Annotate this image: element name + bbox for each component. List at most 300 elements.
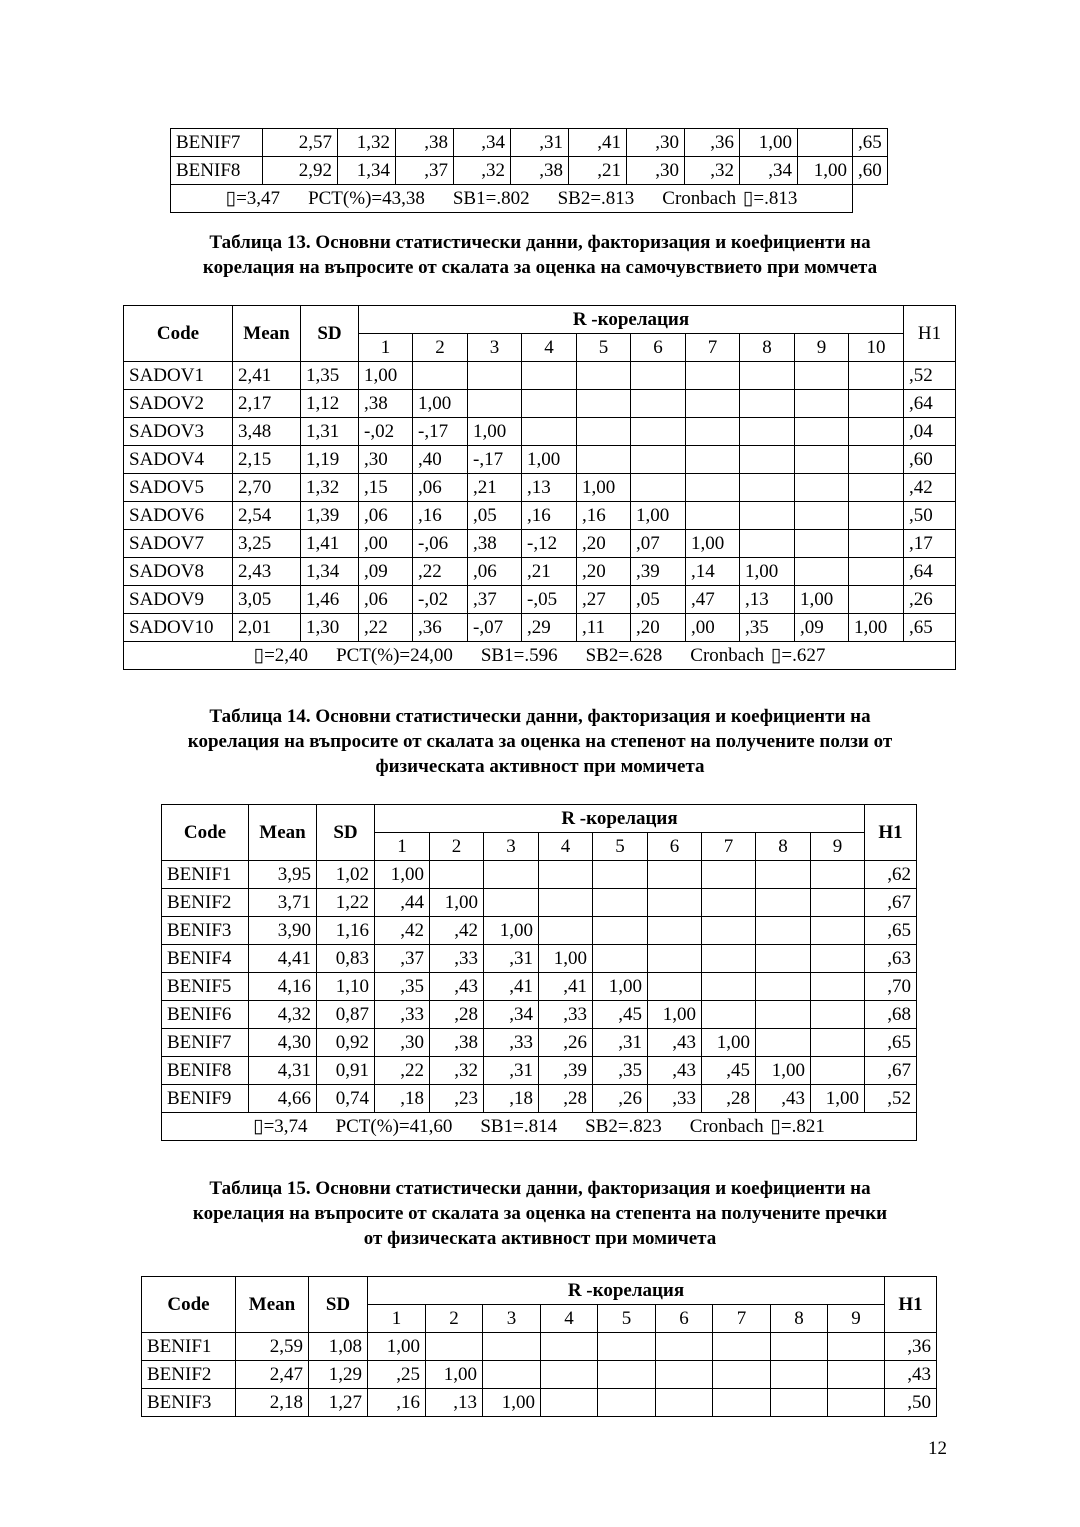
row-mean: 2,92	[263, 157, 338, 185]
row-sd: 1,31	[301, 418, 359, 446]
table-row	[124, 362, 956, 390]
row-corr	[740, 474, 795, 502]
row-corr: ,36	[413, 614, 468, 642]
row-corr: ,22	[359, 614, 413, 642]
row-corr: ,40	[413, 446, 468, 474]
row-corr: 1,00	[631, 502, 686, 530]
table-row	[124, 530, 956, 558]
header-col-4: 4	[541, 1305, 598, 1333]
row-code: BENIF9	[162, 1085, 249, 1113]
row-corr	[686, 502, 740, 530]
row-corr: ,06	[468, 558, 522, 586]
header-col-2: 2	[430, 833, 484, 861]
row-corr	[413, 362, 468, 390]
row-corr	[795, 502, 849, 530]
row-h1: ,52	[904, 362, 956, 390]
row-mean: 4,16	[249, 973, 317, 1001]
header-col-3: 3	[468, 334, 522, 362]
row-corr: ,35	[375, 973, 430, 1001]
row-corr	[756, 861, 811, 889]
header-col-9: 9	[811, 833, 865, 861]
row-code: BENIF8	[171, 157, 263, 185]
summary-stat: Cronbach ▯=.813	[662, 188, 798, 209]
row-corr	[648, 945, 702, 973]
header-col-8: 8	[756, 833, 811, 861]
row-corr	[631, 446, 686, 474]
row-corr	[577, 362, 631, 390]
row-sd: 1,34	[338, 157, 396, 185]
row-h1: ,63	[865, 945, 917, 973]
row-corr	[740, 390, 795, 418]
summary-stat: SB1=.814	[480, 1116, 558, 1137]
row-corr: 1,00	[702, 1029, 756, 1057]
row-corr	[849, 446, 904, 474]
row-corr: 1,00	[483, 1389, 541, 1417]
row-sd: 1,46	[301, 586, 359, 614]
row-mean: 4,30	[249, 1029, 317, 1057]
row-corr: ,45	[593, 1001, 648, 1029]
row-corr: -,06	[413, 530, 468, 558]
row-code: SADOV6	[124, 502, 233, 530]
row-h1: ,64	[904, 390, 956, 418]
header-row	[142, 1277, 937, 1305]
row-code: BENIF3	[142, 1389, 236, 1417]
row-corr: 1,00	[468, 418, 522, 446]
table-title	[0, 1176, 1080, 1251]
row-h1: ,60	[853, 157, 888, 185]
row-corr	[740, 446, 795, 474]
row-corr: 1,00	[811, 1085, 865, 1113]
row-corr: ,25	[368, 1361, 426, 1389]
row-corr	[539, 861, 593, 889]
header-mean: Mean	[236, 1277, 309, 1333]
row-code: BENIF5	[162, 973, 249, 1001]
row-corr: 1,00	[740, 129, 798, 157]
row-corr	[756, 917, 811, 945]
row-corr: -,05	[522, 586, 577, 614]
row-sd: 1,34	[301, 558, 359, 586]
row-corr	[811, 945, 865, 973]
row-corr: ,39	[631, 558, 686, 586]
row-corr	[631, 362, 686, 390]
row-corr: 1,00	[740, 558, 795, 586]
row-mean: 2,47	[236, 1361, 309, 1389]
row-code: BENIF6	[162, 1001, 249, 1029]
row-corr: -,02	[413, 586, 468, 614]
summary-stat: Cronbach ▯=.821	[689, 1116, 825, 1137]
row-mean: 2,54	[233, 502, 301, 530]
row-h1: ,04	[904, 418, 956, 446]
row-corr: ,33	[375, 1001, 430, 1029]
row-sd: 1,32	[338, 129, 396, 157]
row-corr: 1,00	[593, 973, 648, 1001]
header-code: Code	[142, 1277, 236, 1333]
row-corr	[798, 129, 853, 157]
row-corr	[577, 418, 631, 446]
row-code: SADOV10	[124, 614, 233, 642]
row-corr: ,16	[368, 1389, 426, 1417]
row-corr: 1,00	[577, 474, 631, 502]
header-h1: H1	[865, 805, 917, 861]
header-col-1: 1	[359, 334, 413, 362]
row-corr	[740, 502, 795, 530]
row-mean: 2,01	[233, 614, 301, 642]
row-h1: ,64	[904, 558, 956, 586]
row-h1: ,70	[865, 973, 917, 1001]
row-corr	[811, 1001, 865, 1029]
table-row	[142, 1389, 937, 1417]
row-corr	[598, 1333, 656, 1361]
row-corr: ,31	[593, 1029, 648, 1057]
summary-stat: SB2=.813	[557, 188, 635, 209]
table-title-line: Таблица 14. Основни статистически данни, факторизация и коефициенти на	[209, 706, 871, 727]
table-row	[124, 418, 956, 446]
row-corr	[756, 1001, 811, 1029]
row-h1: ,65	[865, 917, 917, 945]
row-corr	[468, 390, 522, 418]
row-corr	[849, 530, 904, 558]
header-r-correlation: R -корелация	[368, 1277, 885, 1305]
row-corr	[631, 390, 686, 418]
row-corr: ,14	[686, 558, 740, 586]
row-sd: 1,08	[309, 1333, 368, 1361]
header-r-correlation: R -корелация	[359, 306, 904, 334]
row-corr	[795, 390, 849, 418]
row-corr: ,39	[539, 1057, 593, 1085]
row-corr	[795, 474, 849, 502]
row-corr: 1,00	[686, 530, 740, 558]
row-corr: 1,00	[413, 390, 468, 418]
row-corr	[756, 945, 811, 973]
table-row	[162, 1001, 917, 1029]
table-row	[171, 157, 888, 185]
table-title-line: физическата активност при момичета	[375, 756, 705, 777]
row-h1: ,26	[904, 586, 956, 614]
row-corr	[686, 390, 740, 418]
row-sd: 1,41	[301, 530, 359, 558]
row-corr	[686, 418, 740, 446]
row-corr: 1,00	[795, 586, 849, 614]
row-corr: ,38	[359, 390, 413, 418]
row-corr: ,28	[539, 1085, 593, 1113]
summary-stat: PCT(%)=24,00	[336, 645, 453, 666]
row-corr: ,18	[484, 1085, 539, 1113]
row-sd: 1,27	[309, 1389, 368, 1417]
row-mean: 2,17	[233, 390, 301, 418]
row-corr: ,27	[577, 586, 631, 614]
row-corr: ,41	[539, 973, 593, 1001]
row-h1: ,17	[904, 530, 956, 558]
row-corr: ,13	[522, 474, 577, 502]
summary-stat: Cronbach ▯=.627	[690, 645, 826, 666]
row-corr	[811, 973, 865, 1001]
header-col-6: 6	[656, 1305, 713, 1333]
row-corr	[811, 889, 865, 917]
row-corr	[795, 362, 849, 390]
row-corr	[648, 861, 702, 889]
row-corr	[702, 889, 756, 917]
row-corr: ,30	[627, 157, 685, 185]
row-corr: ,06	[359, 502, 413, 530]
row-corr: -,02	[359, 418, 413, 446]
summary-stat: PCT(%)=43,38	[308, 188, 425, 209]
row-corr: 1,00	[484, 917, 539, 945]
row-corr: -,17	[413, 418, 468, 446]
row-mean: 3,95	[249, 861, 317, 889]
row-corr: ,42	[430, 917, 484, 945]
row-code: SADOV9	[124, 586, 233, 614]
row-corr: ,09	[359, 558, 413, 586]
row-corr	[828, 1361, 885, 1389]
header-mean: Mean	[249, 805, 317, 861]
row-code: BENIF8	[162, 1057, 249, 1085]
summary-cell	[162, 1113, 917, 1141]
row-sd: 1,22	[317, 889, 375, 917]
row-corr: ,33	[484, 1029, 539, 1057]
row-corr: ,30	[359, 446, 413, 474]
row-corr: ,05	[468, 502, 522, 530]
table-title	[0, 230, 1080, 280]
row-h1: ,52	[865, 1085, 917, 1113]
row-corr: ,29	[522, 614, 577, 642]
row-code: SADOV1	[124, 362, 233, 390]
header-col-1: 1	[368, 1305, 426, 1333]
row-corr: ,16	[577, 502, 631, 530]
row-corr: ,41	[484, 973, 539, 1001]
row-mean: 4,32	[249, 1001, 317, 1029]
row-corr: ,38	[511, 157, 569, 185]
header-col-5: 5	[598, 1305, 656, 1333]
row-corr: ,43	[648, 1057, 702, 1085]
row-corr: 1,00	[798, 157, 853, 185]
summary-row	[124, 642, 956, 670]
row-corr	[484, 889, 539, 917]
row-corr	[849, 390, 904, 418]
table-title-line: Таблица 13. Основни статистически данни, факторизация и коефициенти на	[209, 232, 871, 253]
summary-stat: SB2=.823	[585, 1116, 662, 1137]
row-corr	[811, 917, 865, 945]
row-corr: 1,00	[648, 1001, 702, 1029]
row-corr	[771, 1389, 828, 1417]
row-corr	[702, 861, 756, 889]
row-mean: 2,41	[233, 362, 301, 390]
row-mean: 2,43	[233, 558, 301, 586]
header-col-9: 9	[828, 1305, 885, 1333]
row-corr: ,33	[430, 945, 484, 973]
header-row	[162, 805, 917, 833]
row-corr: ,20	[631, 614, 686, 642]
row-corr	[811, 1029, 865, 1057]
row-corr	[702, 1001, 756, 1029]
row-corr: 1,00	[539, 945, 593, 973]
row-corr: 1,00	[522, 446, 577, 474]
table-row	[171, 129, 888, 157]
row-corr: ,33	[539, 1001, 593, 1029]
row-mean: 3,48	[233, 418, 301, 446]
row-corr: ,05	[631, 586, 686, 614]
row-corr: ,43	[430, 973, 484, 1001]
row-corr	[631, 474, 686, 502]
row-h1: ,60	[904, 446, 956, 474]
header-col-7: 7	[713, 1305, 771, 1333]
row-corr: ,00	[359, 530, 413, 558]
row-mean: 2,15	[233, 446, 301, 474]
row-corr: ,21	[569, 157, 627, 185]
row-corr	[702, 973, 756, 1001]
row-corr	[522, 362, 577, 390]
header-col-3: 3	[484, 833, 539, 861]
table-title-line: Таблица 15. Основни статистически данни, факторизация и коефициенти на	[209, 1178, 871, 1199]
row-h1: ,62	[865, 861, 917, 889]
row-mean: 2,57	[263, 129, 338, 157]
row-sd: 0,83	[317, 945, 375, 973]
row-sd: 1,10	[317, 973, 375, 1001]
row-corr	[484, 861, 539, 889]
row-corr: ,31	[511, 129, 569, 157]
row-code: SADOV3	[124, 418, 233, 446]
row-code: BENIF3	[162, 917, 249, 945]
row-corr: ,06	[359, 586, 413, 614]
row-corr: ,33	[648, 1085, 702, 1113]
row-corr	[713, 1389, 771, 1417]
row-h1: ,65	[904, 614, 956, 642]
row-mean: 3,71	[249, 889, 317, 917]
row-corr	[539, 889, 593, 917]
header-sd: SD	[317, 805, 375, 861]
row-h1: ,50	[885, 1389, 937, 1417]
row-corr	[740, 362, 795, 390]
row-corr	[656, 1361, 713, 1389]
row-mean: 4,41	[249, 945, 317, 973]
row-corr: ,07	[631, 530, 686, 558]
table-row	[124, 614, 956, 642]
row-corr: ,32	[454, 157, 511, 185]
row-corr: 1,00	[849, 614, 904, 642]
row-corr	[713, 1333, 771, 1361]
row-corr	[686, 446, 740, 474]
header-col-8: 8	[771, 1305, 828, 1333]
row-corr: 1,00	[426, 1361, 483, 1389]
table-title-line: от физическата активност при момичета	[363, 1228, 717, 1249]
row-corr: 1,00	[756, 1057, 811, 1085]
row-corr	[656, 1389, 713, 1417]
row-corr: ,22	[375, 1057, 430, 1085]
row-mean: 2,59	[236, 1333, 309, 1361]
summary-stat: ▯=3,74	[253, 1116, 308, 1137]
row-corr: 1,00	[368, 1333, 426, 1361]
row-corr	[702, 945, 756, 973]
row-corr: ,34	[484, 1001, 539, 1029]
row-code: BENIF1	[162, 861, 249, 889]
row-corr: ,11	[577, 614, 631, 642]
row-corr	[593, 889, 648, 917]
row-sd: 1,39	[301, 502, 359, 530]
row-code: SADOV8	[124, 558, 233, 586]
row-corr: -,12	[522, 530, 577, 558]
summary-stat: SB1=.596	[480, 645, 558, 666]
header-col-4: 4	[522, 334, 577, 362]
row-corr	[598, 1361, 656, 1389]
row-sd: 1,29	[309, 1361, 368, 1389]
header-h1: H1	[904, 306, 956, 362]
row-h1: ,36	[885, 1333, 937, 1361]
row-corr: ,16	[413, 502, 468, 530]
row-corr: ,34	[454, 129, 511, 157]
row-corr	[713, 1361, 771, 1389]
header-r-correlation: R -корелация	[375, 805, 865, 833]
row-corr: ,31	[484, 1057, 539, 1085]
row-corr: ,37	[375, 945, 430, 973]
header-col-2: 2	[426, 1305, 483, 1333]
row-h1: ,43	[885, 1361, 937, 1389]
summary-stat: SB1=.802	[452, 188, 530, 209]
row-corr	[686, 362, 740, 390]
row-mean: 3,90	[249, 917, 317, 945]
row-corr	[795, 530, 849, 558]
summary-cell	[171, 185, 853, 213]
header-col-10: 10	[849, 334, 904, 362]
row-corr: 1,00	[359, 362, 413, 390]
header-col-3: 3	[483, 1305, 541, 1333]
table-row	[124, 502, 956, 530]
row-corr	[740, 418, 795, 446]
row-corr	[648, 917, 702, 945]
row-corr	[593, 917, 648, 945]
row-corr	[771, 1333, 828, 1361]
row-sd: 1,32	[301, 474, 359, 502]
header-col-6: 6	[631, 334, 686, 362]
row-corr: ,30	[627, 129, 685, 157]
row-code: SADOV5	[124, 474, 233, 502]
row-corr	[686, 474, 740, 502]
header-col-5: 5	[593, 833, 648, 861]
row-corr	[811, 861, 865, 889]
row-code: SADOV4	[124, 446, 233, 474]
row-corr	[849, 586, 904, 614]
row-corr: ,43	[756, 1085, 811, 1113]
row-sd: 1,16	[317, 917, 375, 945]
row-corr: 1,00	[430, 889, 484, 917]
table-row	[124, 446, 956, 474]
row-corr: ,20	[577, 558, 631, 586]
row-mean: 3,25	[233, 530, 301, 558]
row-corr	[795, 446, 849, 474]
row-corr	[795, 558, 849, 586]
table-row	[142, 1361, 937, 1389]
header-mean: Mean	[233, 306, 301, 362]
header-h1: H1	[885, 1277, 937, 1333]
summary-stat: ▯=2,40	[253, 645, 309, 666]
row-h1: ,42	[904, 474, 956, 502]
table-row	[124, 390, 956, 418]
page-number: 12	[928, 1438, 947, 1459]
row-corr	[593, 945, 648, 973]
row-corr: ,26	[593, 1085, 648, 1113]
header-col-7: 7	[686, 334, 740, 362]
row-corr: ,28	[430, 1001, 484, 1029]
table-row	[142, 1333, 937, 1361]
row-corr: ,45	[702, 1057, 756, 1085]
row-corr	[771, 1361, 828, 1389]
row-corr: ,38	[396, 129, 454, 157]
table-title-line: корелация на въпросите от скалата за оценка на степента на получените пречки	[192, 1203, 888, 1224]
row-corr	[756, 889, 811, 917]
header-code: Code	[162, 805, 249, 861]
row-corr	[541, 1361, 598, 1389]
row-corr: ,42	[375, 917, 430, 945]
row-corr	[828, 1333, 885, 1361]
row-corr	[483, 1333, 541, 1361]
